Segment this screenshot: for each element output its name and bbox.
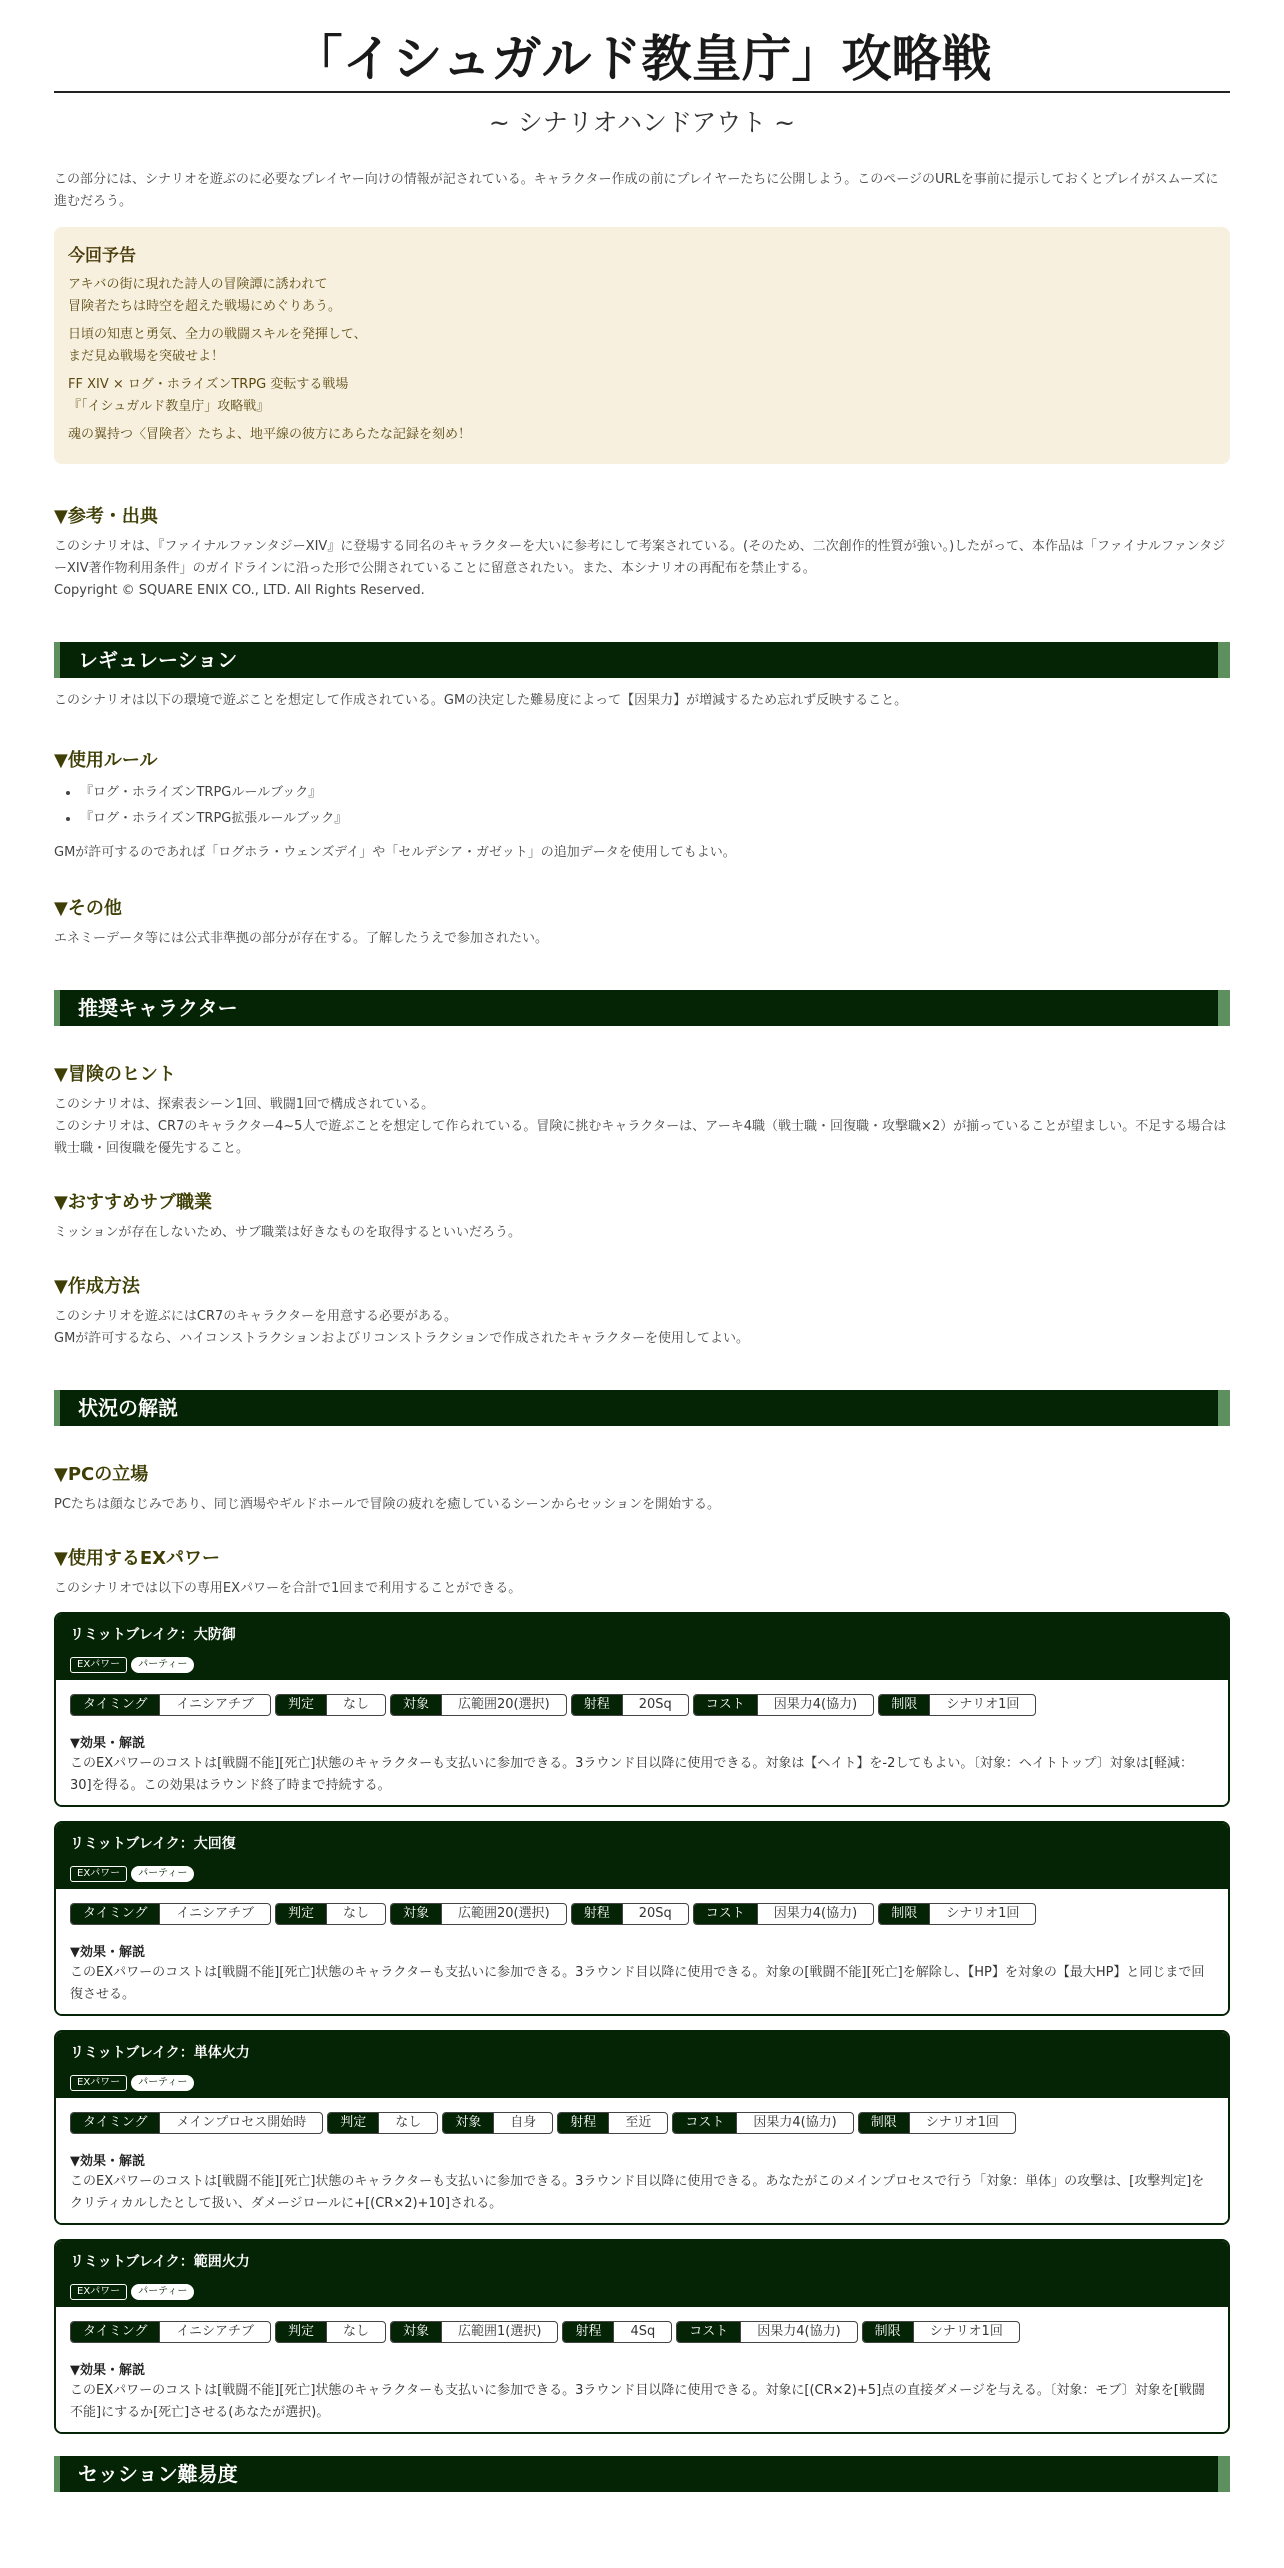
stat-value: なし [342,1697,369,1712]
power-stats [70,1694,1214,1716]
preview-paragraph: アキバの街に現れた詩人の冒険譚に誘われて 冒険者たちは時空を超えた戦場にめぐりあう。 [68,277,342,314]
stat-limit [878,1694,1036,1716]
preview-heading: 今回予告 [68,246,136,266]
tag-ex-power: EXパワー [70,1866,127,1882]
stat-judge [275,1903,386,1925]
creation-heading: ▼作成方法 [54,1276,140,1297]
stat-label: 射程 [572,1904,623,1924]
stat-value: 因果力4(協力) [757,2324,841,2339]
ex-section [54,1544,1230,1600]
effect-heading: ▼効果・解説 [70,2154,145,2169]
stat-value: メインプロセス開始時 [176,2115,307,2130]
effect-heading: ▼効果・解説 [70,1736,145,1751]
stat-label: コスト [673,2113,737,2133]
stat-label: 判定 [276,2322,327,2342]
power-card [54,1821,1230,2016]
power-card-header [56,1614,1228,1680]
tag-ex-power: EXパワー [70,2075,127,2091]
power-name: リミットブレイク：単体火力 [70,2045,250,2061]
page-subtitle: ~ シナリオハンドアウト ~ [488,108,796,137]
effect-heading: ▼効果・解説 [70,1945,145,1960]
power-card [54,1612,1230,1807]
subclass-text: ミッションが存在しないため、サブ職業は好きなものを取得するといいだろう。 [54,1225,521,1240]
stat-judge [275,1694,386,1716]
stat-range [562,2321,672,2343]
ex-heading: ▼使用するEXパワー [54,1548,221,1569]
tag-party: パーティー [131,2284,194,2300]
stat-value: 因果力4(協力) [773,1697,858,1712]
power-card-body [56,2307,1228,2432]
stat-limit [858,2112,1016,2134]
stat-value: イニシアチブ [176,1697,254,1712]
stat-value: 20Sq [638,1697,672,1712]
stat-target [442,2112,553,2134]
regulation-text: このシナリオは以下の環境で遊ぶことを想定して作成されている。GMの決定した難易度によって【因果力】が増減するため忘れず反映すること。 [54,693,908,708]
stat-limit [862,2321,1020,2343]
stat-label: 判定 [328,2113,379,2133]
stat-label: 対象 [391,1904,442,1924]
stat-range [571,1903,689,1925]
intro-text: この部分には、シナリオを遊ぶのに必要なプレイヤー向けの情報が記されている。キャラクター作成の前にプレイヤーたちに公開しよう。このページのURLを事前に提示しておくとプレイがスムーズに進むだろう。 [54,172,1219,209]
stat-label: タイミング [71,2322,160,2342]
power-stats [70,2321,1214,2343]
stat-label: タイミング [71,2113,160,2133]
effect-text: このEXパワーのコストは[戦闘不能][死亡]状態のキャラクターも支払いに参加できる。3ラウンド目以降に使用できる。対象に[(CR×2)+5]点の直接ダメージを与える。〔対象：モブ〕対象を[戦闘不能]にするか[死亡]させる(あなたが選択)。 [70,2383,1205,2420]
rules-list [54,780,1230,832]
rules-note: GMが許可するのであれば「ログホラ・ウェンズデイ」や「セルデシア・ガゼット」の追加データを使用してもよい。 [54,845,736,860]
other-text: エネミーデータ等には公式非準拠の部分が存在する。了解したうえで参加されたい。 [54,931,549,946]
stat-label: コスト [694,1695,758,1715]
power-stats [70,1903,1214,1925]
stat-cost [693,1903,874,1925]
ex-text: このシナリオでは以下の専用EXパワーを合計で1回まで利用することができる。 [54,1581,522,1596]
stat-label: コスト [694,1904,758,1924]
stat-target [390,1903,567,1925]
stat-label: 制限 [879,1695,930,1715]
power-name: リミットブレイク：大防御 [70,1627,236,1643]
tag-party: パーティー [131,2075,194,2091]
hint-section [54,1060,1230,1160]
stat-value: 広範囲20(選択) [458,1697,550,1712]
power-name: リミットブレイク：大回復 [70,1836,236,1852]
stat-timing [70,2112,323,2134]
tag-party: パーティー [131,1657,194,1673]
stat-limit [878,1903,1036,1925]
stat-label: タイミング [71,1695,160,1715]
stat-value: イニシアチブ [176,1906,254,1921]
stat-cost [676,2321,857,2343]
creation-text: このシナリオを遊ぶにはCR7のキャラクターを用意する必要がある。 [54,1309,457,1324]
stat-cost [672,2112,853,2134]
stat-label: 対象 [391,2322,442,2342]
rule-item: • 『ログ・ホライズンTRPG拡張ルールブック』 [80,806,1230,832]
stat-timing [70,2321,271,2343]
stat-label: 射程 [563,2322,614,2342]
creation-text: GMが許可するなら、ハイコンストラクションおよびリコンストラクションで作成されたキャラクターを使用してよい。 [54,1331,749,1346]
power-card-header [56,2241,1228,2307]
power-card-header [56,1823,1228,1889]
power-card [54,2239,1230,2434]
hint-text: このシナリオは、探索表シーン1回、戦闘1回で構成されている。 [54,1097,435,1112]
rules-heading: ▼使用ルール [54,750,158,771]
stat-label: 判定 [276,1695,327,1715]
tag-ex-power: EXパワー [70,2284,127,2300]
rules-section [54,746,1230,864]
power-card-body [56,2098,1228,2223]
other-section [54,894,1230,950]
power-card-header [56,2032,1228,2098]
stat-target [390,2321,558,2343]
stat-timing [70,1694,271,1716]
power-stats [70,2112,1214,2134]
preview-paragraph: FF XIV × ログ・ホライズンTRPG 変転する戦場 『「イシュガルド教皇庁」攻略戦』 [68,377,349,414]
stat-value: 因果力4(協力) [753,2115,837,2130]
stat-value: 自身 [510,2115,537,2130]
regulation-block [54,690,1230,712]
stat-value: なし [342,2324,369,2339]
preview-paragraph: 日頃の知恵と勇気、全力の戦闘スキルを発揮して、 まだ見ぬ戦場を突破せよ！ [68,327,367,364]
power-card-body [56,1680,1228,1805]
stat-value: 20Sq [638,1906,672,1921]
reference-section [54,502,1230,602]
section-difficulty: セッション難易度 [54,2456,1230,2492]
stat-value: 広範囲20(選択) [458,1906,550,1921]
power-card [54,2030,1230,2225]
stat-value: 広範囲1(選択) [458,2324,542,2339]
stat-label: 制限 [859,2113,910,2133]
stat-value: 4Sq [630,2324,656,2339]
effect-heading: ▼効果・解説 [70,2363,145,2378]
stat-value: 因果力4(協力) [773,1906,858,1921]
stat-judge [327,2112,438,2134]
stat-label: 制限 [863,2322,914,2342]
stat-label: 制限 [879,1904,930,1924]
stat-value: なし [395,2115,422,2130]
effect-text: このEXパワーのコストは[戦闘不能][死亡]状態のキャラクターも支払いに参加できる。3ラウンド目以降に使用できる。あなたがこのメインプロセスで行う「対象：単体」の攻撃は、[攻撃判定]をクリティカルしたとして扱い、ダメージロールに+[(CR×2)+10]される。 [70,2174,1205,2211]
stat-label: 判定 [276,1904,327,1924]
stat-label: 対象 [443,2113,494,2133]
page-title: 「イシュガルド教皇庁」攻略戦 [54,26,1230,93]
stat-range [557,2112,668,2134]
pc-text: PCたちは顔なじみであり、同じ酒場やギルドホールで冒険の疲れを癒しているシーンからセッションを開始する。 [54,1497,721,1512]
stat-value: シナリオ1回 [925,2115,999,2130]
content [54,26,1230,2492]
stat-value: 至近 [625,2115,652,2130]
preview-paragraph: 魂の翼持つ〈冒険者〉たちよ、地平線の彼方にあらたな記録を刻め！ [68,427,472,442]
copyright-text: Copyright © SQUARE ENIX CO., LTD. All Rights Reserved. [54,583,425,598]
stat-value: シナリオ1回 [929,2324,1003,2339]
hint-heading: ▼冒険のヒント [54,1064,176,1085]
stat-target [390,1694,567,1716]
power-card-body [56,1889,1228,2014]
section-situation: 状況の解説 [54,1390,1230,1426]
effect-text: このEXパワーのコストは[戦闘不能][死亡]状態のキャラクターも支払いに参加できる。3ラウンド目以降に使用できる。対象は【ヘイト】を-2してもよい。〔対象：ヘイトトップ〕対象は[軽減：30]を得る。この効果はラウンド終了時まで持続する。 [70,1756,1193,1793]
stat-judge [275,2321,386,2343]
pc-heading: ▼PCの立場 [54,1464,149,1485]
effect-text: このEXパワーのコストは[戦闘不能][死亡]状態のキャラクターも支払いに参加できる。3ラウンド目以降に使用できる。対象の[戦闘不能][死亡]を解除し、【HP】を対象の【最大HP】と同じまで回復させる。 [70,1965,1205,2002]
subclass-heading: ▼おすすめサブ職業 [54,1192,213,1213]
power-list [54,1612,1230,2434]
pc-section [54,1460,1230,1516]
rule-item: • 『ログ・ホライズンTRPGルールブック』 [80,780,1230,806]
preview-box [54,227,1230,464]
stat-label: コスト [677,2322,741,2342]
stat-label: 対象 [391,1695,442,1715]
subclass-section [54,1188,1230,1244]
stat-value: なし [342,1906,369,1921]
stat-cost [693,1694,874,1716]
section-regulation: レギュレーション [54,642,1230,678]
other-heading: ▼その他 [54,898,122,919]
stat-value: シナリオ1回 [946,1906,1020,1921]
stat-value: シナリオ1回 [946,1697,1020,1712]
hint-text: このシナリオは、CR7のキャラクター4~5人で遊ぶことを想定して作られている。冒険に挑むキャラクターは、アーキ4職（戦士職・回復職・攻撃職×2）が揃っていることが望ましい。不足する場合は戦士職・回復職を優先すること。 [54,1119,1227,1156]
stat-label: 射程 [558,2113,609,2133]
stat-label: 射程 [572,1695,623,1715]
reference-text: このシナリオは、『ファイナルファンタジーXIV』に登場する同名のキャラクターを大いに参考にして考案されている。(そのため、二次創作的性質が強い。)したがって、本作品は「ファイナルファンタジーXIV著作物利用条件」のガイドラインに沿った形で公開されていることに留意されたい。また、本シナリオの再配布を禁止する。 [54,539,1226,576]
stat-value: イニシアチブ [176,2324,254,2339]
section-recommended: 推奨キャラクター [54,990,1230,1026]
tag-ex-power: EXパワー [70,1657,127,1673]
creation-section [54,1272,1230,1350]
stat-range [571,1694,689,1716]
tag-party: パーティー [131,1866,194,1882]
stat-label: タイミング [71,1904,160,1924]
stat-timing [70,1903,271,1925]
power-name: リミットブレイク：範囲火力 [70,2254,250,2270]
reference-heading: ▼参考・出典 [54,506,158,527]
